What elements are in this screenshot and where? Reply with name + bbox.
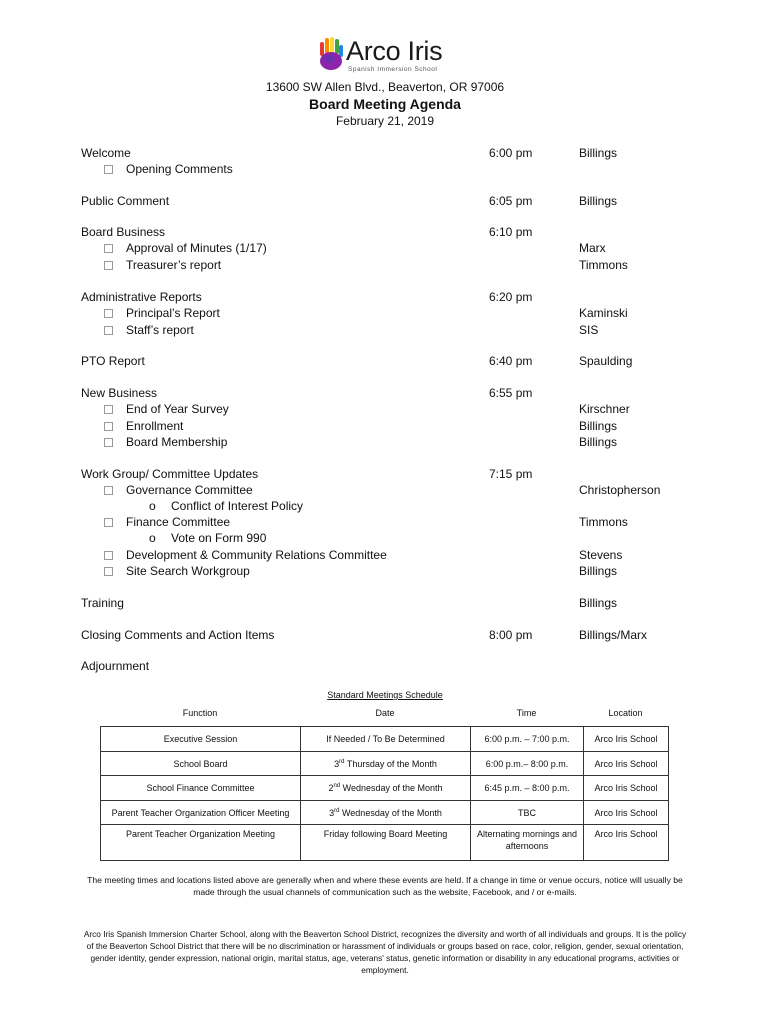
- agenda-subsubitem: Vote on Form 990: [171, 531, 267, 545]
- column-header-time: Time: [516, 708, 537, 718]
- cell-function: Parent Teacher Organization Officer Meeting: [101, 801, 301, 825]
- agenda-presenter: Billings: [579, 146, 618, 160]
- cell-time: Alternating mornings and afternoons: [471, 825, 584, 861]
- checkbox-bullet: [104, 309, 113, 318]
- agenda-subitem: Opening Comments: [126, 162, 233, 176]
- agenda-subitem: Staff’s report: [126, 323, 194, 337]
- agenda-item-adjournment: Adjournment: [81, 659, 150, 673]
- meeting-date: February 21, 2019: [335, 114, 435, 128]
- agenda-subitem: Site Search Workgroup: [126, 564, 250, 578]
- table-row: [101, 801, 669, 825]
- table-row: [101, 727, 669, 752]
- cell-function: School Board: [101, 752, 301, 776]
- cell-location: Arco Iris School: [584, 801, 669, 825]
- agenda-presenter: Billings: [579, 194, 618, 208]
- agenda-item-training: Training: [81, 596, 124, 610]
- table-row: [101, 776, 669, 801]
- cell-date: If Needed / To Be Determined: [301, 727, 471, 752]
- agenda-time: 6:10 pm: [489, 225, 533, 239]
- agenda-item-admin-reports: Administrative Reports: [81, 290, 202, 304]
- checkbox-bullet: [104, 244, 113, 253]
- agenda-item-pto-report: PTO Report: [81, 354, 145, 368]
- agenda-presenter: Billings: [579, 564, 618, 578]
- schedule-title: Standard Meetings Schedule: [327, 690, 443, 700]
- checkbox-bullet: [104, 405, 113, 414]
- sub-bullet: o: [149, 531, 156, 545]
- checkbox-bullet: [104, 326, 113, 335]
- agenda-time: 6:00 pm: [489, 146, 533, 160]
- checkbox-bullet: [104, 567, 113, 576]
- cell-location: Arco Iris School: [584, 727, 669, 752]
- address: 13600 SW Allen Blvd., Beaverton, OR 97006: [265, 80, 505, 94]
- checkbox-bullet: [104, 438, 113, 447]
- agenda-subitem: Board Membership: [126, 435, 228, 449]
- checkbox-bullet: [104, 486, 113, 495]
- nondiscrimination-policy: Arco Iris Spanish Immersion Charter School, along with the Beaverton School District, recognizes the diversity and worth of all individuals and groups. It is the policy of the Beaverton School District that there will be no discrimination or harassment of individuals or groups based on race, color, religion, gender, sexual orientation, gender identity, gender expression, national origin, marital status, age, veterans' status, genetic information or disability in any educational programs, activities or employment.: [83, 929, 687, 975]
- agenda-item-new-business: New Business: [81, 386, 158, 400]
- agenda-time: 6:05 pm: [489, 194, 533, 208]
- checkbox-bullet: [104, 261, 113, 270]
- agenda-item-work-group: Work Group/ Committee Updates: [81, 467, 259, 481]
- cell-time: 6:45 p.m. – 8:00 p.m.: [471, 776, 584, 801]
- cell-location: Arco Iris School: [584, 776, 669, 801]
- agenda-item-closing: Closing Comments and Action Items: [81, 628, 275, 642]
- agenda-time: 7:15 pm: [489, 467, 533, 481]
- agenda-subitem: Development & Community Relations Committee: [126, 548, 387, 562]
- agenda-presenter: Billings: [579, 596, 618, 610]
- cell-location: Arco Iris School: [584, 825, 669, 861]
- agenda-time: 6:40 pm: [489, 354, 533, 368]
- logo-title: Arco Iris: [346, 36, 443, 66]
- cell-date: 3rd Wednesday of the Month: [301, 801, 471, 825]
- agenda-subsubitem: Conflict of Interest Policy: [171, 499, 304, 513]
- sub-bullet: o: [149, 499, 156, 513]
- cell-function: Parent Teacher Organization Meeting: [101, 825, 301, 861]
- cell-date: 3rd Thursday of the Month: [301, 752, 471, 776]
- agenda-time: 8:00 pm: [489, 628, 533, 642]
- cell-function: Executive Session: [101, 727, 301, 752]
- agenda-presenter: SIS: [579, 323, 599, 337]
- agenda-item-board-business: Board Business: [81, 225, 166, 239]
- agenda-presenter: Kaminski: [579, 306, 628, 320]
- agenda-time: 6:55 pm: [489, 386, 533, 400]
- agenda-subitem: Finance Committee: [126, 515, 231, 529]
- agenda-presenter: Timmons: [579, 258, 628, 272]
- schedule-note: The meeting times and locations listed above are generally when and where these events are held. If a change in time or venue occurs, notice will usually be made through the usual channels of communication such as the website, Facebook, and / or e-mails.: [87, 875, 683, 897]
- agenda-presenter: Timmons: [579, 515, 628, 529]
- agenda-subitem: Approval of Minutes (1/17): [126, 241, 267, 255]
- checkbox-bullet: [104, 518, 113, 527]
- cell-date: Friday following Board Meeting: [301, 825, 471, 861]
- agenda-subitem: Enrollment: [126, 419, 184, 433]
- agenda-item-public-comment: Public Comment: [81, 194, 170, 208]
- column-header-date: Date: [375, 708, 395, 718]
- agenda-presenter: Billings: [579, 419, 618, 433]
- agenda-subitem: Treasurer’s report: [126, 258, 222, 272]
- column-header-function: Function: [182, 708, 218, 718]
- page-title: Board Meeting Agenda: [309, 96, 461, 112]
- agenda-presenter: Stevens: [579, 548, 623, 562]
- cell-time: 6:00 p.m.– 8:00 p.m.: [471, 752, 584, 776]
- agenda-subitem: Governance Committee: [126, 483, 253, 497]
- agenda-item-welcome: Welcome: [81, 146, 131, 160]
- schedule-table: [100, 726, 669, 861]
- agenda-time: 6:20 pm: [489, 290, 533, 304]
- logo-subtitle: Spanish Immersion School: [348, 66, 438, 73]
- column-header-location: Location: [608, 708, 643, 718]
- cell-time: TBC: [471, 801, 584, 825]
- table-row: [101, 752, 669, 776]
- cell-time: 6:00 p.m. – 7:00 p.m.: [471, 727, 584, 752]
- agenda-presenter: Christopherson: [579, 483, 661, 497]
- agenda-presenter: Marx: [579, 241, 606, 255]
- agenda-subitem: Principal’s Report: [126, 306, 220, 320]
- checkbox-bullet: [104, 422, 113, 431]
- agenda-presenter: Billings: [579, 435, 618, 449]
- cell-date: 2nd Wednesday of the Month: [301, 776, 471, 801]
- agenda-presenter: Kirschner: [579, 402, 630, 416]
- checkbox-bullet: [104, 551, 113, 560]
- table-row: [101, 825, 669, 861]
- checkbox-bullet: [104, 165, 113, 174]
- agenda-presenter: Billings/Marx: [579, 628, 648, 642]
- cell-function: School Finance Committee: [101, 776, 301, 801]
- agenda-presenter: Spaulding: [579, 354, 633, 368]
- agenda-subitem: End of Year Survey: [126, 402, 229, 416]
- cell-location: Arco Iris School: [584, 752, 669, 776]
